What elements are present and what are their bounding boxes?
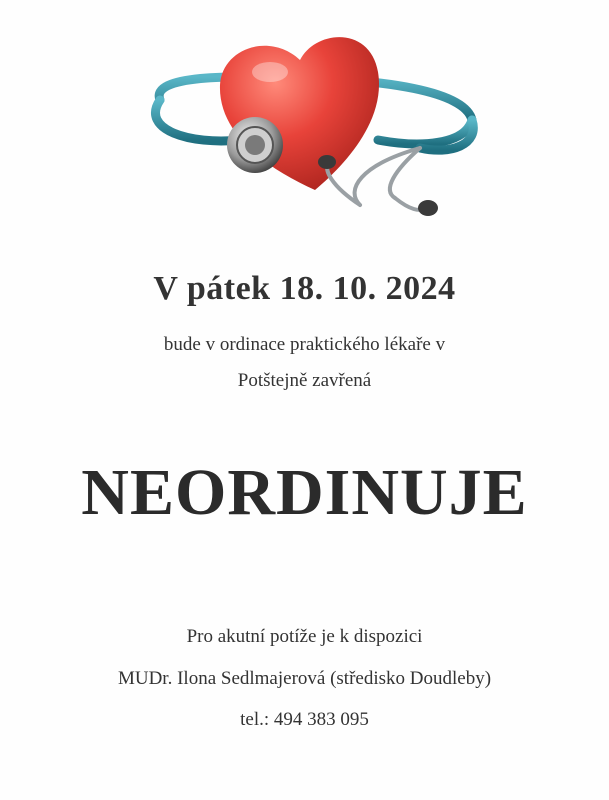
phone-number: tel.: 494 383 095 (240, 709, 369, 730)
closure-text-line1: bude v ordinace praktického lékaře v (163, 334, 446, 355)
closure-text-line2: Potštejně zavřená (237, 370, 372, 391)
date-heading: V pátek 18. 10. 2024 (153, 270, 456, 307)
emergency-doctor: MUDr. Ilona Sedlmajerová (středisko Doudleby) (117, 668, 492, 689)
headline: NEORDINUJE (81, 456, 528, 529)
emergency-info-line1: Pro akutní potíže je k dispozici (186, 626, 423, 647)
heart-stethoscope-icon (120, 20, 510, 230)
